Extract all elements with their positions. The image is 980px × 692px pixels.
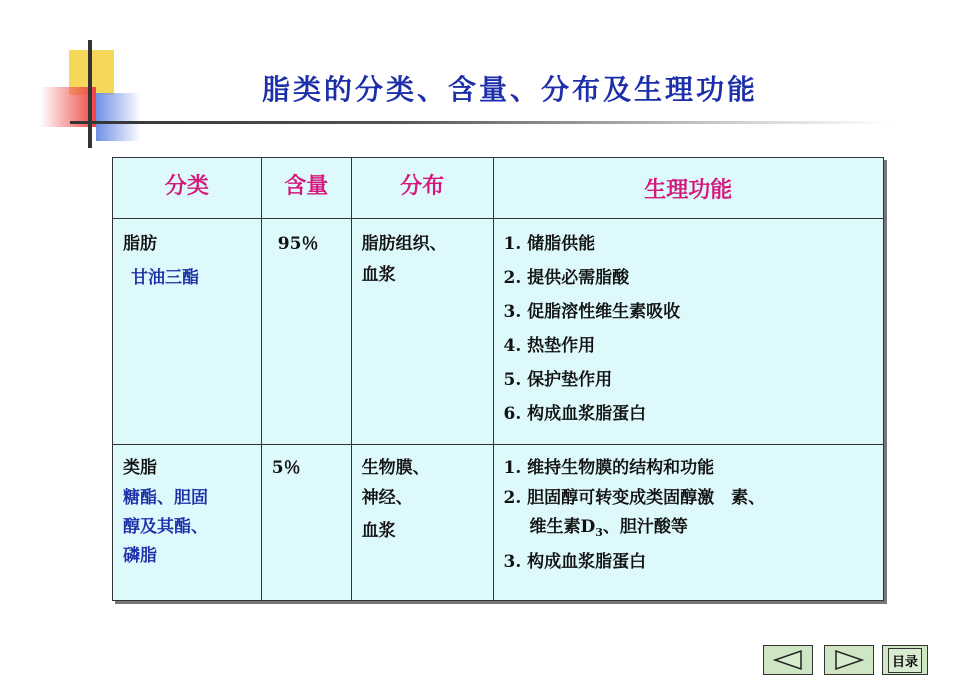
cell-distribution — [351, 445, 493, 601]
header-distribution: 分布 — [351, 158, 493, 219]
table-row — [113, 219, 884, 445]
function-item: 1. 维持生物膜的结构和功能 — [503, 458, 715, 478]
vitamin-d-text: 维生素D — [529, 517, 596, 537]
category-example: 磷脂 — [123, 546, 157, 566]
distribution-line: 脂肪组织、 — [361, 234, 447, 254]
distribution-line: 血浆 — [361, 521, 396, 541]
function-item: 3. 构成血浆脂蛋白 — [503, 552, 647, 572]
cell-functions — [493, 445, 884, 601]
function-item-continued — [504, 513, 874, 547]
function-item: 2. 提供必需脂酸 — [503, 268, 630, 288]
next-button[interactable] — [824, 645, 874, 675]
function-item: 1. 储脂供能 — [503, 234, 596, 254]
distribution-line: 生物膜、 — [361, 458, 430, 478]
distribution-line: 神经、 — [361, 488, 413, 508]
vitamin-d-subscript: 3 — [595, 526, 603, 539]
category-example: 甘油三酯 — [131, 268, 199, 288]
cell-content — [261, 445, 351, 601]
distribution-line: 血浆 — [361, 265, 396, 285]
category-name: 类脂 — [123, 458, 157, 478]
table-row — [113, 445, 884, 601]
corner-decoration-vertical-line — [88, 40, 92, 148]
previous-button[interactable] — [763, 645, 813, 675]
category-name: 脂肪 — [123, 234, 157, 254]
cell-category — [113, 445, 262, 601]
lipid-table — [112, 157, 884, 601]
header-category: 分类 — [113, 158, 262, 219]
triangle-left-icon — [771, 649, 805, 671]
content-value: 5％ — [271, 458, 301, 478]
menu-label: 目录 — [888, 648, 922, 673]
category-example: 糖酯、胆固 — [123, 488, 208, 508]
function-item: 3. 促脂溶性维生素吸收 — [503, 302, 681, 322]
corner-decoration-blue — [96, 93, 141, 141]
header-function: 生理功能 — [493, 158, 884, 219]
category-example: 醇及其酯、 — [123, 517, 208, 537]
content-value: 95％ — [277, 234, 319, 254]
function-continued-text: 、胆汁酸等 — [602, 517, 688, 537]
function-item: 5. 保护垫作用 — [503, 370, 613, 390]
header-content: 含量 — [261, 158, 351, 219]
cell-content — [261, 219, 351, 445]
table-header-row — [113, 158, 884, 219]
cell-functions — [493, 219, 884, 445]
function-item: 6. 构成血浆脂蛋白 — [503, 404, 647, 424]
cell-category — [113, 219, 262, 445]
triangle-right-icon — [832, 649, 866, 671]
slide-title: 脂类的分类、含量、分布及生理功能 — [261, 73, 758, 106]
function-item: 4. 热垫作用 — [503, 336, 596, 356]
title-underline — [70, 121, 890, 124]
function-item: 2. 胆固醇可转变成类固醇激 素、 — [503, 488, 766, 508]
menu-button[interactable] — [882, 645, 928, 675]
cell-distribution — [351, 219, 493, 445]
